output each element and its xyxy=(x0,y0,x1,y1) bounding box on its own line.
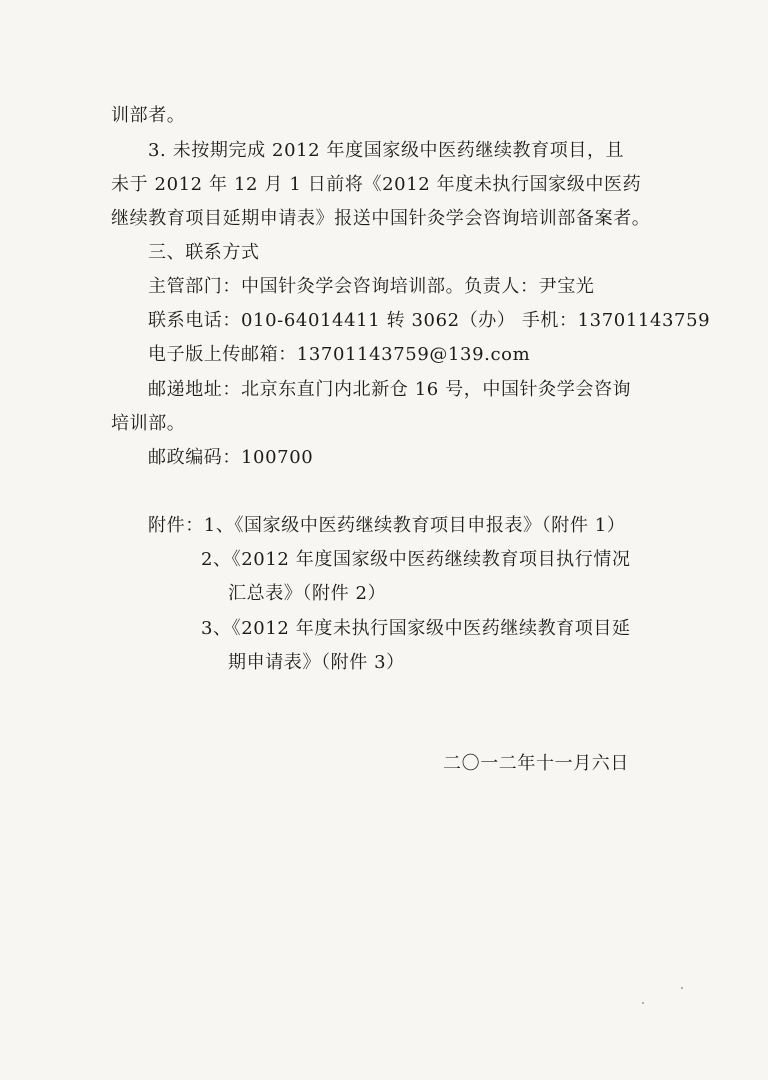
attachment-item-1: 附件：1、《国家级中医药继续教育项目申报表》（附件 1） xyxy=(148,515,626,536)
attachment-item-3-line-2: 期申请表》（附件 3） xyxy=(228,652,405,673)
contact-department: 主管部门：中国针灸学会咨询培训部。负责人：尹宝光 xyxy=(148,276,595,297)
scan-speck xyxy=(681,987,683,989)
attachment-item-3-line-1: 3、《2012 年度未执行国家级中医药继续教育项目延 xyxy=(201,618,631,639)
contact-address-line-1: 邮递地址：北京东直门内北新仓 16 号，中国针灸学会咨询 xyxy=(148,379,632,400)
contact-postcode: 邮政编码：100700 xyxy=(148,447,314,468)
body-line-1: 训部者。 xyxy=(111,105,186,126)
contact-heading: 三、联系方式 xyxy=(148,242,260,263)
contact-address-line-2: 培训部。 xyxy=(111,413,186,434)
scan-speck xyxy=(642,1002,644,1004)
contact-phone: 联系电话：010-64014411 转 3062（办） 手机：13701143759 xyxy=(148,310,711,331)
body-line-2: 3. 未按期完成 2012 年度国家级中医药继续教育项目，且 xyxy=(148,140,625,161)
document-date: 二〇一二年十一月六日 xyxy=(443,753,629,774)
body-line-3: 未于 2012 年 12 月 1 日前将《2012 年度未执行国家级中医药 xyxy=(111,174,642,195)
contact-email: 电子版上传邮箱：13701143759@139.com xyxy=(148,344,531,365)
body-line-4: 继续教育项目延期申请表》报送中国针灸学会咨询培训部备案者。 xyxy=(111,208,651,229)
attachment-item-2-line-1: 2、《2012 年度国家级中医药继续教育项目执行情况 xyxy=(201,549,631,570)
attachment-item-2-line-2: 汇总表》（附件 2） xyxy=(228,583,387,604)
